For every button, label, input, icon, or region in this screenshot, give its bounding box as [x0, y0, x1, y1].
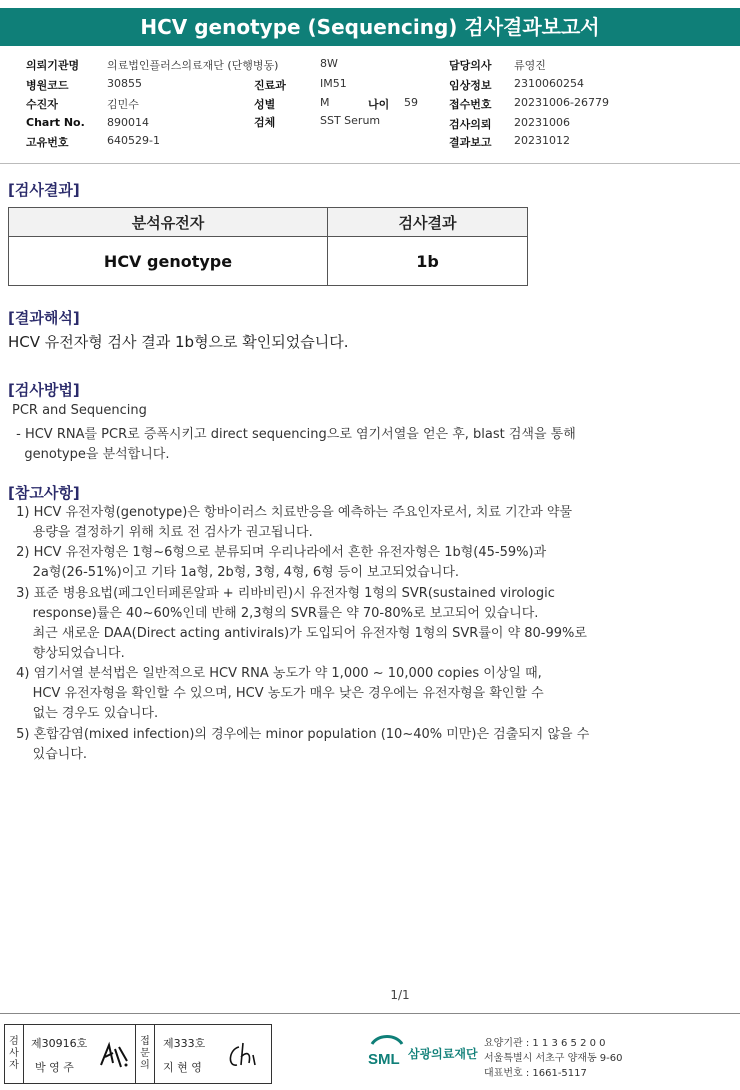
- approver-name: 지 현 영: [163, 1061, 202, 1074]
- reference-line: 있습니다.: [12, 747, 88, 762]
- sml-logo-icon: [366, 1030, 408, 1072]
- sex-value: M: [320, 96, 330, 109]
- reference-line: 최근 새로운 DAA(Direct acting antivirals)가 도입되어 유전자형 1형의 SVR률이 약 80-99%로: [12, 626, 587, 641]
- hospital-code-label: 병원코드: [26, 79, 69, 92]
- doctor-label: 담당의사: [449, 59, 492, 72]
- result-table: [8, 207, 528, 286]
- method-line: - HCV RNA를 PCR로 증폭시키고 direct sequencing으로 염기서열을 얻은 후, blast 검색을 통해: [12, 427, 576, 442]
- request-value: 20231006: [514, 116, 570, 129]
- method-section-title: [검사방법]: [8, 381, 80, 399]
- clinical-value: 2310060254: [514, 77, 584, 90]
- clinical-label: 임상정보: [449, 79, 492, 92]
- table-header-row: [9, 208, 528, 237]
- reference-line: 2a형(26-51%)이고 기타 1a형, 2b형, 3형, 4형, 6형 등이 보고되었습니다.: [12, 565, 460, 580]
- approver-signature-icon: [225, 1039, 265, 1073]
- interpretation-text: HCV 유전자형 검사 결과 1b형으로 확인되었습니다.: [8, 333, 349, 351]
- interpretation-section-title: [결과해석]: [8, 309, 80, 327]
- examiner-name: 박 영 주: [35, 1061, 74, 1074]
- patient-value: 김민수: [107, 98, 139, 111]
- age-value: 59: [404, 96, 418, 109]
- reference-line: 5) 혼합감염(mixed infection)의 경우에는 minor population (10~40% 미만)은 검출되지 않을 수: [12, 727, 590, 742]
- reference-line: 3) 표준 병용요법(페그인터페론알파 + 리바비린)시 유전자형 1형의 SVR(sustained virologic: [12, 586, 555, 601]
- reference-line: 없는 경우도 있습니다.: [12, 706, 159, 721]
- uid-label: 고유번호: [26, 136, 69, 149]
- reference-section-title: [참고사항]: [8, 484, 80, 502]
- page-number: 1/1: [390, 988, 410, 1002]
- reference-line: response)률은 40~60%인데 반해 2,3형의 SVR률은 약 70-80%로 보고되어 있습니다.: [12, 606, 539, 621]
- report-date-label: 결과보고: [449, 136, 492, 149]
- method-line: genotype을 분석합니다.: [12, 447, 170, 462]
- ward-value: 8W: [320, 57, 338, 70]
- doctor-value: 류영진: [514, 59, 546, 72]
- specimen-value: SST Serum: [320, 114, 381, 127]
- age-label: 나이: [368, 98, 390, 111]
- reference-line: 1) HCV 유전자형(genotype)은 항바이러스 치료반응을 예측하는 주요인자로서, 치료 기간과 약물: [12, 505, 573, 520]
- svg-text:SML: SML: [368, 1051, 400, 1068]
- examiner-license: 제30916호: [31, 1037, 88, 1050]
- result-column-header: 검사결과: [328, 208, 528, 237]
- report-date-value: 20231012: [514, 134, 570, 147]
- dept-value: IM51: [320, 77, 347, 90]
- report-title: HCV genotype (Sequencing) 검사결과보고서: [0, 8, 740, 46]
- examiner-signature-icon: [97, 1039, 131, 1073]
- result-section-title: [검사결과]: [8, 181, 80, 199]
- chart-label: Chart No.: [26, 116, 85, 129]
- examiner-label: 검사자: [5, 1025, 24, 1083]
- signature-box: [4, 1024, 272, 1084]
- gene-column-header: 분석유전자: [9, 208, 328, 237]
- reference-line: 용량을 결정하기 위해 치료 전 검사가 권고됩니다.: [12, 525, 313, 540]
- logo-text: 삼광의료재단: [408, 1047, 478, 1061]
- result-cell: 1b: [328, 237, 528, 286]
- institution-value: 의료법인플러스의료재단 (단행병동): [107, 59, 279, 72]
- method-line: PCR and Sequencing: [12, 403, 147, 418]
- reference-line: 향상되었습니다.: [12, 646, 125, 661]
- gene-cell: HCV genotype: [9, 237, 328, 286]
- institution-label: 의뢰기관명: [26, 59, 80, 72]
- receipt-label: 접수번호: [449, 98, 492, 111]
- table-row: [9, 237, 528, 286]
- footer-divider: [0, 1013, 740, 1014]
- approver-label: 접문의: [135, 1025, 155, 1083]
- reference-line: 2) HCV 유전자형은 1형~6형으로 분류되며 우리나라에서 흔한 유전자형은 1b형(45-59%)과: [12, 545, 547, 560]
- chart-value: 890014: [107, 116, 149, 129]
- org-phone: 대표번호 : 1661-5117: [484, 1068, 587, 1079]
- specimen-label: 검체: [254, 116, 276, 129]
- patient-label: 수진자: [26, 98, 58, 111]
- hospital-code-value: 30855: [107, 77, 142, 90]
- reference-line: 4) 염기서열 분석법은 일반적으로 HCV RNA 농도가 약 1,000 ~ 10,000 copies 이상일 때,: [12, 666, 542, 681]
- divider: [0, 163, 740, 164]
- uid-value: 640529-1: [107, 134, 160, 147]
- approver-license: 제333호: [163, 1037, 206, 1050]
- reference-line: HCV 유전자형을 확인할 수 있으며, HCV 농도가 매우 낮은 경우에는 유전자형을 확인할 수: [12, 686, 544, 701]
- org-address: 서울특별시 서초구 양재동 9-60: [484, 1053, 623, 1064]
- org-code: 요양기관 : 1 1 3 6 5 2 0 0: [484, 1038, 606, 1049]
- sex-label: 성별: [254, 98, 276, 111]
- receipt-value: 20231006-26779: [514, 96, 609, 109]
- dept-label: 진료과: [254, 79, 286, 92]
- request-label: 검사의뢰: [449, 118, 492, 131]
